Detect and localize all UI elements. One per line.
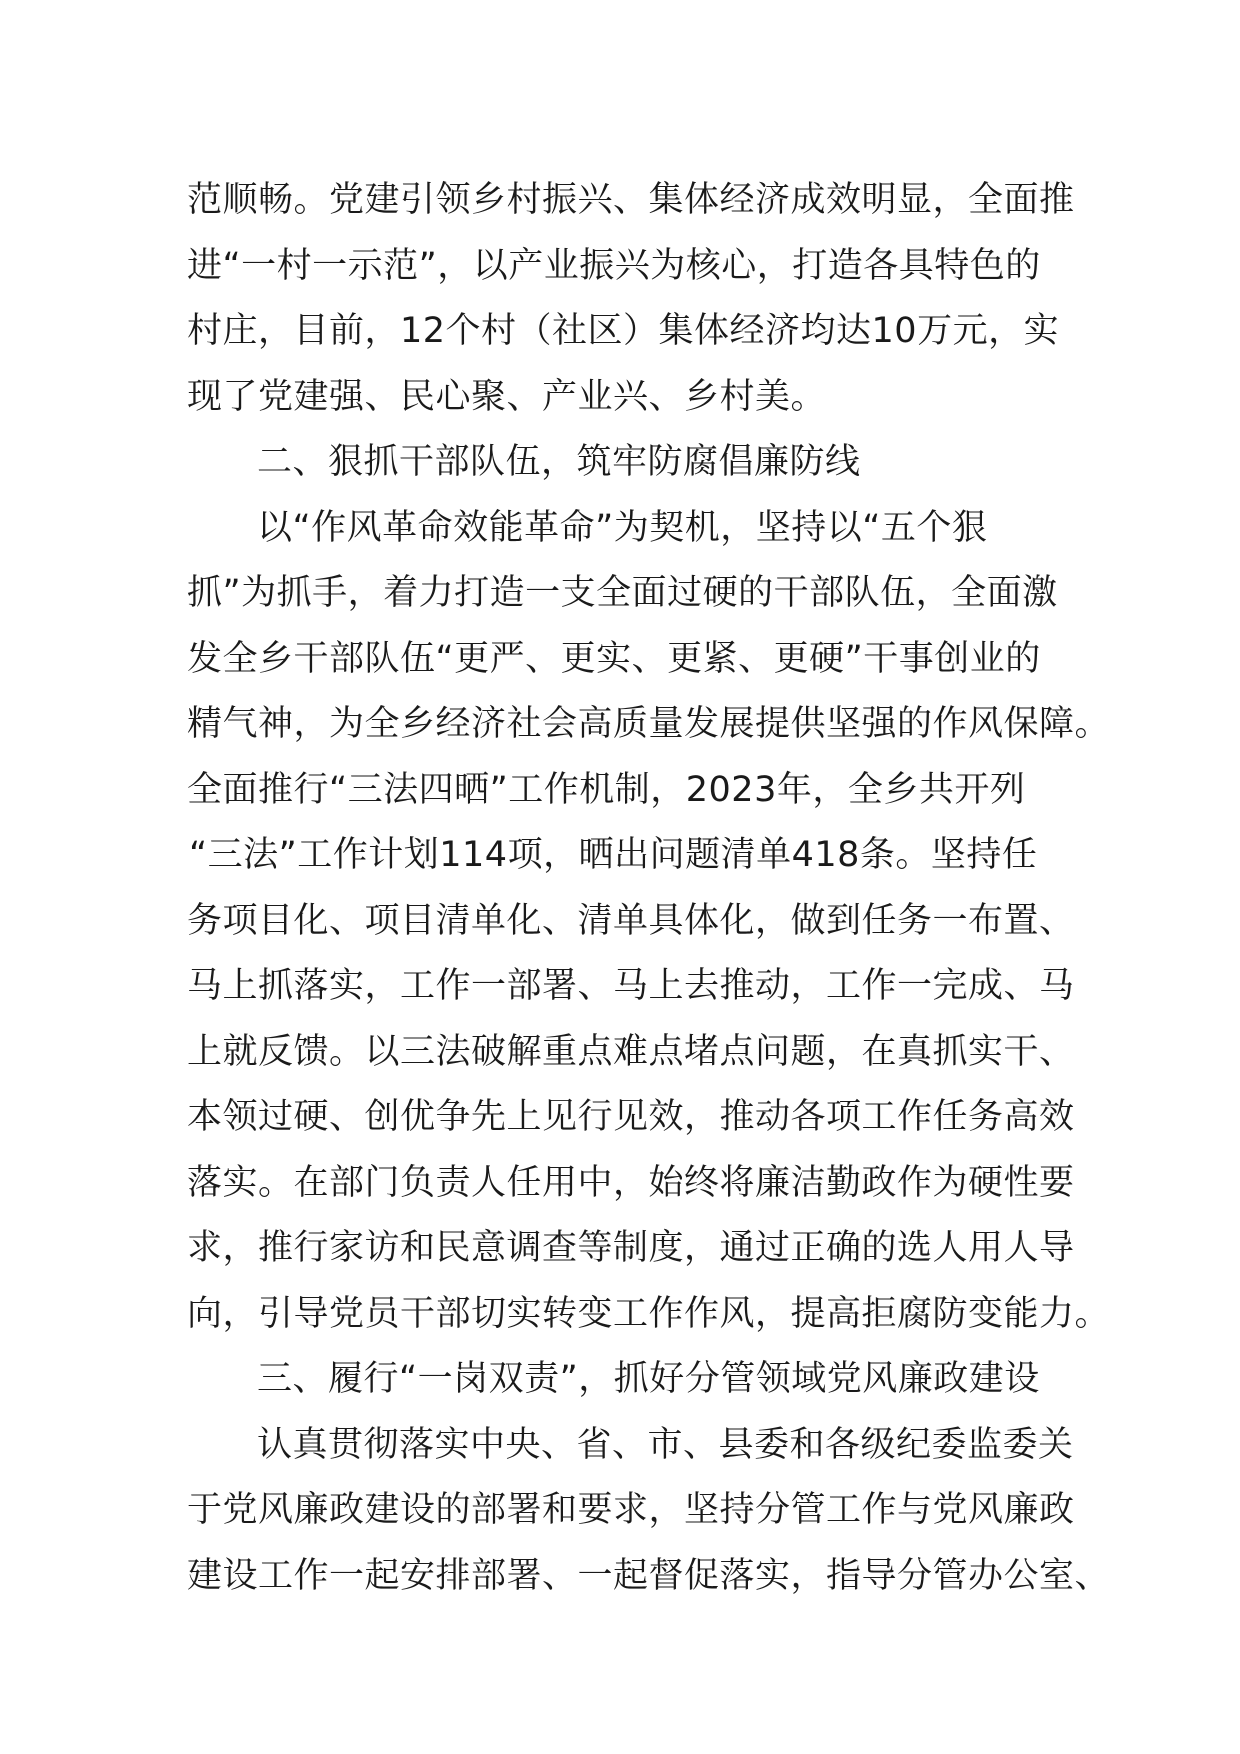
text-line: 向，引导党员干部切实转变工作作风，提高拒腐防变能力。 bbox=[187, 1293, 1111, 1334]
document-body bbox=[187, 168, 1111, 1609]
text-line: 现了党建强、民心聚、产业兴、乡村美。 bbox=[187, 376, 827, 417]
section-heading-2: 二、狠抓干部队伍，筑牢防腐倡廉防线 bbox=[257, 442, 861, 482]
text-line: 建设工作一起安排部署、一起督促落实，指导分管办公室、 bbox=[187, 1555, 1111, 1596]
section-heading-3: 三、履行“一岗双责”，抓好分管领域党风廉政建设 bbox=[257, 1359, 1040, 1399]
text-line: 精气神，为全乡经济社会高质量发展提供坚强的作风保障。 bbox=[187, 704, 1111, 744]
text-line: 落实。在部门负责人任用中，始终将廉洁勤政作为硬性要 bbox=[187, 1162, 1075, 1203]
text-line: 本领过硬、创优争先上见行见效，推动各项工作任务高效 bbox=[187, 1097, 1075, 1137]
text-line: 务项目化、项目清单化、清单具体化，做到任务一布置、 bbox=[187, 900, 1075, 941]
text-line: 求，推行家访和民意调查等制度，通过正确的选人用人导 bbox=[187, 1228, 1075, 1268]
paragraph-start: 以“作风革命效能革命”为契机，坚持以“五个狠 bbox=[257, 507, 988, 548]
text-line: 抓”为抓手，着力打造一支全面过硬的干部队伍，全面激 bbox=[187, 573, 1058, 613]
text-line: 上就反馈。以三法破解重点难点堵点问题，在真抓实干、 bbox=[187, 1031, 1075, 1072]
text-line: 进“一村一示范”，以产业振兴为核心，打造各具特色的 bbox=[187, 245, 1041, 286]
text-line: 全面推行“三法四晒”工作机制，2023年，全乡共开列 bbox=[187, 769, 1026, 810]
paragraph-start: 认真贯彻落实中央、省、市、县委和各级纪委监委关 bbox=[257, 1424, 1074, 1465]
text-line: “三法”工作计划114项，晒出问题清单418条。坚持任 bbox=[189, 835, 1038, 875]
text-line: 村庄，目前，12个村（社区）集体经济均达10万元，实 bbox=[187, 311, 1060, 351]
text-line: 马上抓落实，工作一部署、马上去推动，工作一完成、马 bbox=[187, 966, 1075, 1006]
text-line: 于党风廉政建设的部署和要求，坚持分管工作与党风廉政 bbox=[187, 1490, 1075, 1530]
text-line: 范顺畅。党建引领乡村振兴、集体经济成效明显，全面推 bbox=[187, 180, 1075, 220]
text-line: 发全乡干部队伍“更严、更实、更紧、更硬”干事创业的 bbox=[187, 638, 1041, 679]
